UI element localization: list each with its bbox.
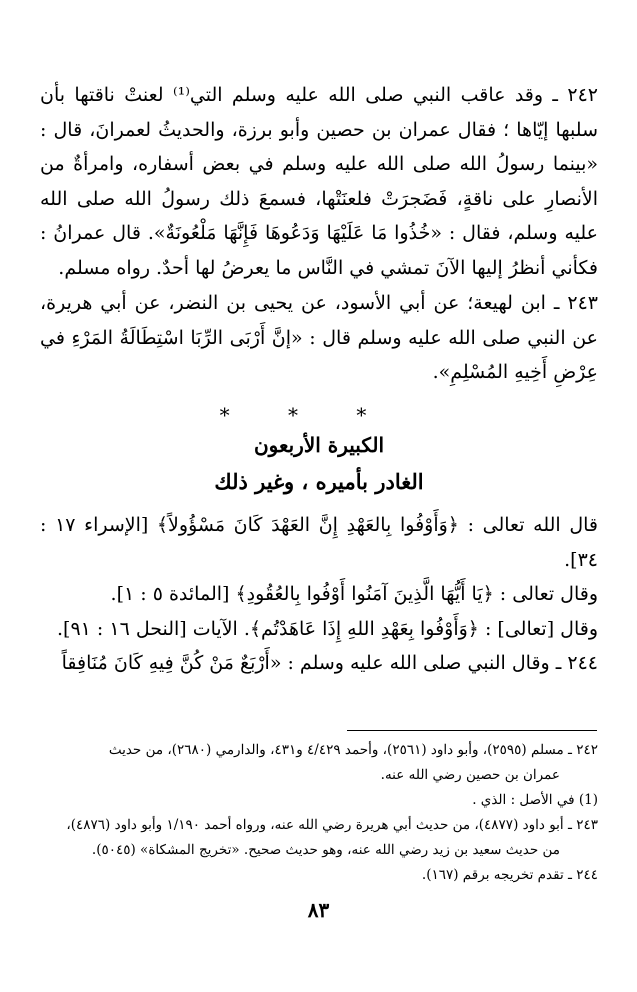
footnote-243-line1: ٢٤٣ ـ أبو داود (٤٨٧٧)، من حديث أبي هريرة رضي الله عنه، ورواه أحمد ١/١٩٠ وأبو داود (٤٨٧٦)،	[66, 817, 598, 833]
verse-isra: قال الله تعالى : ﴿وَأَوْفُوا بِالعَهْدِ إِنَّ العَهْدَ كَانَ مَسْؤُولاً﴾ [الإسراء ١٧ : ٣٤].	[40, 514, 599, 571]
footnote-242-line1: ٢٤٢ ـ مسلم (٢٥٩٥)، وأبو داود (٢٥٦١)، وأحمد ٤/٤٢٩ و٤٣١، والدارمي (٢٦٨٠)، من حديث	[108, 742, 598, 758]
footnote-242-line2: عمران بن حصين رضي الله عنه.	[380, 767, 560, 783]
hadith-242: ٢٤٢ ـ وقد عاقب النبي صلى الله عليه وسلم التي⁽¹⁾ لعنتْ ناقتها بأن سلبها إيّاها ؛ فقال عمران بن حصين وأبو برزة، والحديثُ لعمرانَ، قال : «بينما رسولُ الله صلى الله عليه وسلم في بعض أسفاره، وامرأةٌ من الأنصارِ على ناقةٍ، فَضَجرَتْ فلعنَتْها، فسمعَ ذلك رسولُ الله صلى الله عليه وسلم، فقال : «خُذُوا مَا عَلَيْهَا وَدَعُوهَا فَإِنَّهَا مَلْعُونَةٌ». قال عمرانُ : فكأني أنظرُ إليها الآنَ تمشي في النَّاس ما يعرضُ لها أحدٌ. رواه مسلم.	[40, 84, 598, 279]
page-number: ٨٣	[307, 898, 330, 922]
main-text	[40, 78, 598, 682]
hadith-244: ٢٤٤ ـ وقال النبي صلى الله عليه وسلم : «أَرْبَعٌ مَنْ كُنَّ فِيهِ كَانَ مُنَافِقاً	[61, 652, 598, 675]
section-separator: * * *	[219, 403, 393, 427]
hadith-243: ٢٤٣ ـ ابن لهيعة؛ عن أبي الأسود، عن يحيى بن النضر، عن أبي هريرة، عن النبي صلى الله عليه وسلم قال : «إنَّ أَرْبَى الرِّبَا اسْتِطَالَةُ المَرْءِ في عِرْضِ أَخِيهِ المُسْلِمِ».	[40, 292, 598, 384]
chapter-title: الكبيرة الأربعون	[253, 433, 385, 457]
footnote-1: (1) في الأصل : الذي .	[472, 792, 598, 808]
verses-block	[40, 508, 598, 646]
footnote-divider	[347, 730, 597, 731]
footnotes	[40, 738, 598, 888]
footnote-243-line2: من حديث سعيد بن زيد رضي الله عنه، وهو حديث صحيح. «تخريج المشكاة» (٥٠٤٥).	[91, 842, 560, 858]
verse-nahl: وقال [تعالى] : ﴿وَأَوْفُوا بِعَهْدِ اللهِ إِذَا عَاهَدْتُم﴾. الآيات [النحل ١٦ : ٩١].	[57, 617, 598, 640]
verse-maida: وقال تعالى : ﴿يَا أَيُّهَا الَّذِينَ آمَنُوا أَوْفُوا بِالعُقُودِ﴾ [المائدة ٥ : ١].	[110, 583, 598, 606]
footnote-244: ٢٤٤ ـ تقدم تخريجه برقم (١٦٧).	[421, 867, 598, 883]
chapter-subtitle: الغادر بأميره ، وغير ذلك	[214, 469, 424, 494]
